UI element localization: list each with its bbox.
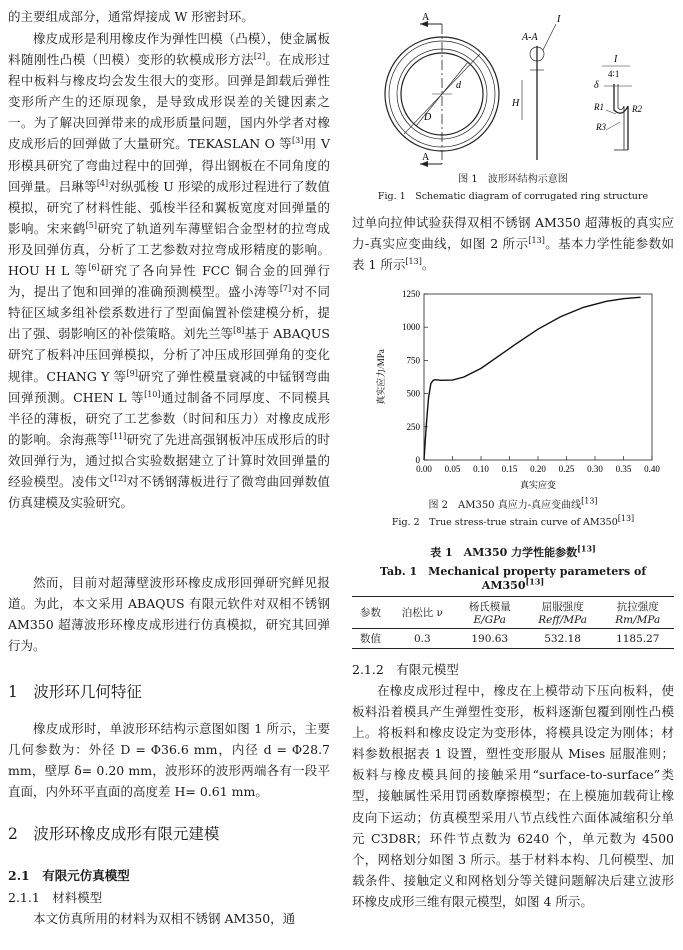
- citation-ref: [5]: [85, 220, 98, 230]
- label-detail-i: I: [557, 14, 561, 25]
- table-1-title-cn: 表 1 AM350 力学性能参数[13]: [430, 543, 596, 559]
- table-cell: 数值: [359, 633, 381, 645]
- label-height-h: H: [512, 98, 520, 109]
- y-tick-label: 250: [406, 421, 420, 432]
- citation-ref: [10]: [144, 389, 161, 399]
- table-header-cell: 抗拉强度 Rm/MPa: [615, 601, 661, 626]
- citation-ref: [3]: [292, 136, 304, 146]
- citation-ref: [11]: [109, 431, 127, 441]
- label-r3: R3: [596, 122, 606, 132]
- y-tick-label: 750: [406, 355, 420, 366]
- section-heading-2: 2 波形环橡皮成形有限元建模: [8, 825, 220, 843]
- table-1-title-en: Tab. 1 Mechanical property parameters of AM350[13]: [379, 565, 647, 592]
- plot-frame: [424, 294, 652, 460]
- x-axis-label: 真实应变: [519, 480, 557, 490]
- citation-ref: [8]: [233, 326, 245, 336]
- wave-profile: [614, 84, 628, 150]
- label-r1: R1: [594, 102, 604, 112]
- y-tick-label: 500: [406, 388, 420, 399]
- subsubsection-heading-2-1-2: 2.1.2 有限元模型: [352, 662, 459, 677]
- section-heading-1: 1 波形环几何特征: [8, 683, 142, 701]
- table-header-cell: 屈服强度 Reff/MPa: [538, 601, 587, 626]
- y-axis-label: 真实应力/MPa: [376, 349, 386, 405]
- label-inner-diameter: d: [456, 80, 461, 91]
- table-header-cell: 杨氏模量 E/GPa: [468, 601, 511, 626]
- table-1: [352, 544, 674, 649]
- stress-strain-chart: [352, 282, 674, 494]
- table-cell: 1185.27: [616, 632, 660, 645]
- x-tick-label: 0.35: [615, 464, 632, 474]
- table-cell: 532.18: [544, 632, 581, 645]
- x-tick-label: 0.30: [587, 464, 603, 474]
- label-thickness: δ: [594, 80, 599, 91]
- citation-ref: [2]: [253, 51, 266, 61]
- x-tick-label: 0.40: [644, 464, 660, 474]
- figure-2-caption-cn: 图 2 AM350 真应力-真应变曲线[13]: [428, 496, 598, 511]
- table-header-cell: 参数: [359, 607, 381, 619]
- y-tick-label: 0: [415, 455, 420, 465]
- label-section-aa: A-A: [522, 32, 538, 43]
- subsubsection-heading-2-1-1: 2.1.1 材料模型: [8, 890, 103, 905]
- x-tick-label: 0.10: [473, 464, 489, 474]
- citation-ref: [6]: [88, 262, 100, 272]
- paragraph-material: 本文仿真所用的材料为双相不锈钢 AM350，通: [33, 911, 296, 926]
- figure-2-caption-en: Fig. 2 True stress-true strain curve of AM350[13]: [391, 513, 635, 528]
- x-tick-label: 0.05: [444, 464, 461, 474]
- citation-ref: [9]: [126, 368, 138, 378]
- figure-1-caption-cn: 图 1 波形环结构示意图: [458, 174, 568, 185]
- stress-strain-curve: [424, 297, 641, 460]
- table-header-cell: 泊松比 ν: [401, 607, 443, 619]
- citation-ref: [12]: [109, 473, 127, 483]
- paragraph-intro-end: 的主要组成部分，通常焊接成 W 形密封环。: [8, 9, 254, 24]
- citation-ref: [13]: [528, 235, 545, 245]
- citation-ref: [13]: [405, 257, 422, 267]
- citation-ref: [7]: [279, 283, 292, 293]
- x-tick-label: 0.15: [501, 464, 518, 474]
- x-tick-label: 0.00: [416, 464, 432, 474]
- table-header-row: [352, 597, 674, 629]
- label-detail-i-2: I: [614, 54, 618, 65]
- x-tick-label: 0.25: [558, 464, 575, 474]
- paragraph-material-source: 过单向拉伸试验获得双相不锈钢 AM350 超薄板的真实应力-真实应变曲线，如图 2 所示[13]。基本力学性能参数如表 1 所示[13]。: [352, 215, 674, 273]
- label-outer-diameter: D: [424, 112, 432, 123]
- paragraph-research-aim: 然而，目前对超薄壁波形环橡皮成形回弹研究鲜见报道。为此，本文采用 ABAQUS 有限元软件对双相不锈钢 AM350 超薄波形环橡皮成形进行仿真模拟，研究其回弹行为。: [8, 575, 330, 654]
- paragraph-literature-review: 橡皮成形是利用橡皮作为弹性凹模（凸模），使金属板料随刚性凸模（凹模）变形的软模成形方法[2]。在成形过程中板料与橡皮均会发生很大的变形。回弹是卸载后弹性变形所产生的还原现象，是导致成形误差的关键因素之一。为了解决回弹带来的成形质量问题，国内外学者对橡皮成形后的回弹做了大量研究。TEKASLAN O 等[3]用 V 形模具研究了弯曲过程中的回弹，得出钢板在不同角度的回弹量。吕琳等[4]对纵弧梭 U 形梁的成形过程进行了数值模拟，研究了材料性能、弧梭半径和翼板宽度对回弹量的影响。宋来鹤[5]研究了轨道列车薄壁铝合金型材的拉弯成形及回弹仿真，分析了工艺参数对拉弯成形精度的影响。HOU H L 等[6]研究了各向异性 FCC 铜合金的回弹行为，提出了饱和回弹的准确预测模型。盛小涛等[7]对不同特征区域多组补偿系数进行了型面偏置补偿建模分析，提出了强、弱影响区的补偿策略。刘先兰等[8]基于 ABAQUS 研究了板料冲压回弹模拟，分析了冲压成形回弹角的变化规律。CHANG Y 等[9]研究了弹性模量衰减的中锰钢弯曲回弹预测。CHEN L 等[10]通过制备不同厚度、不同模具半径的薄板，研究了工艺参数（时间和压力）对橡皮成形的影响。余海燕等[11]研究了先进高强钢板冲压成形后的时效回弹行为，通过拟合实验数据建立了计算时效回弹量的经验模型。凌伟文[12]对不锈钢薄板进行了微弯曲回弹数值仿真建模及实验研究。: [8, 31, 331, 511]
- mechanical-properties-table: [352, 596, 674, 649]
- table-cell: 190.63: [471, 632, 509, 645]
- label-a-bottom: A: [422, 152, 430, 163]
- corrugated-ring-diagram: [352, 10, 674, 170]
- x-tick-label: 0.20: [530, 464, 546, 474]
- y-tick-label: 1250: [402, 289, 420, 299]
- y-tick-label: 1000: [402, 322, 420, 333]
- figure-1: [352, 10, 674, 200]
- paragraph-fe-model: 在橡皮成形过程中，橡皮在上模带动下压向板料，使板料沿着模具产生弹塑性变形，板料逐渐包覆到刚性凸模上。将板料和橡皮设定为变形体，将模具设定为刚体；材料参数根据表 1 设置，塑性变形服从 Mises 屈服准则；板料与橡皮模具间的接触采用“surface-to-surface”类型，接触属性采用罚函数摩擦模型；在上模施加载荷让橡皮向下运动；仿真模型采用八节点线性六面体减缩积分单元 C3D8R；环件节点数为 6240 个，单元数为 4500 个，网格划分如图 3 所示。基于材料本构、几何模型、加载条件、接触定义和网格划分等关键问题解决后建立波形环橡皮成形三维有限元模型，如图 4 所示。: [352, 683, 674, 909]
- label-a-top: A: [422, 12, 430, 23]
- label-scale: 4∶1: [608, 69, 620, 79]
- paragraph-geometry: 橡皮成形时，单波形环结构示意图如图 1 所示，主要几何参数为：外径 D = Φ36.6 mm，内径 d = Φ28.7 mm，壁厚 δ= 0.20 mm，波形环的波形两端各有一段平直面，内外环平直面的高度差 H= 0.61 mm。: [8, 721, 330, 800]
- citation-ref: [4]: [96, 178, 109, 188]
- figure-2: [352, 282, 674, 532]
- subsection-heading-2-1: 2.1 有限元仿真模型: [8, 868, 130, 883]
- figure-1-caption-en: Fig. 1 Schematic diagram of corrugated ring structure: [377, 191, 649, 202]
- table-row: [352, 629, 674, 649]
- table-cell: 0.3: [413, 632, 431, 645]
- label-r2: R2: [632, 104, 642, 114]
